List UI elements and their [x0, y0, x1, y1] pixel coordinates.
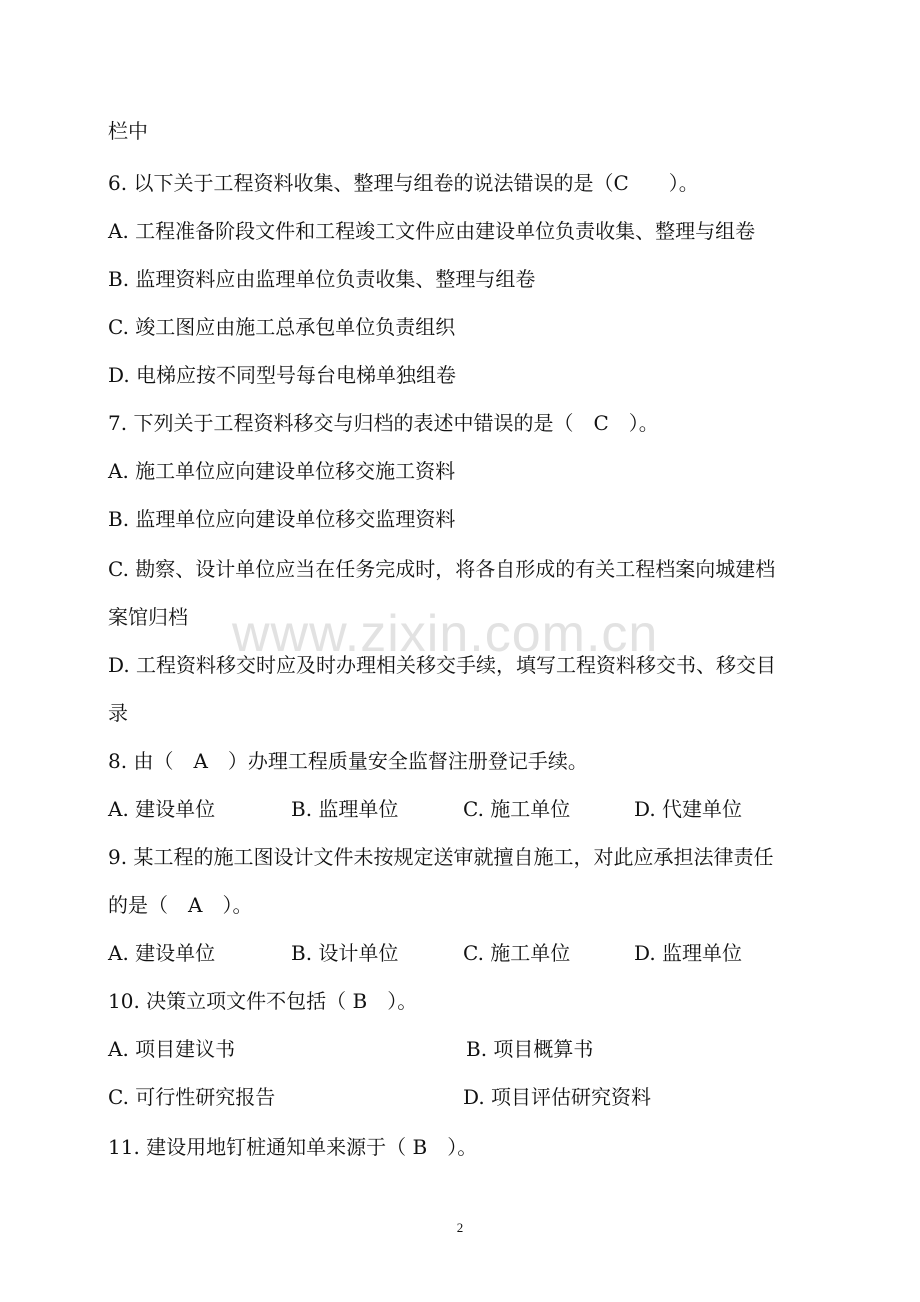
question-6-stem: 6. 以下关于工程资料收集、整理与组卷的说法错误的是（C ）。 [108, 171, 699, 195]
question-8-option-d: D. 代建单位 [634, 797, 743, 821]
question-10-stem: 10. 决策立项文件不包括（ B ）。 [108, 989, 418, 1013]
question-11-stem: 11. 建设用地钉桩通知单来源于（ B ）。 [108, 1135, 478, 1159]
question-8-stem: 8. 由（ A ）办理工程质量安全监督注册登记手续。 [108, 749, 588, 773]
question-6-option-c: C. 竣工图应由施工总承包单位负责组织 [108, 315, 456, 339]
question-7-option-c-continued: 案馆归档 [108, 605, 188, 629]
question-9-option-d: D. 监理单位 [634, 941, 743, 965]
question-7-option-b: B. 监理单位应向建设单位移交监理资料 [108, 507, 456, 531]
question-9-option-c: C. 施工单位 [463, 941, 571, 965]
question-10-option-b: B. 项目概算书 [466, 1037, 594, 1061]
question-7-option-a: A. 施工单位应向建设单位移交施工资料 [108, 459, 456, 483]
question-6-option-d: D. 电梯应按不同型号每台电梯单独组卷 [108, 363, 457, 387]
question-6-option-a: A. 工程准备阶段文件和工程竣工文件应由建设单位负责收集、整理与组卷 [108, 219, 756, 243]
question-10-option-c: C. 可行性研究报告 [108, 1085, 276, 1109]
question-10-option-a: A. 项目建议书 [108, 1037, 236, 1061]
question-6-option-b: B. 监理资料应由监理单位负责收集、整理与组卷 [108, 267, 536, 291]
question-7-option-c: C. 勘察、设计单位应当在任务完成时，将各自形成的有关工程档案向城建档 [108, 557, 776, 581]
question-7-stem: 7. 下列关于工程资料移交与归档的表述中错误的是（ C ）。 [108, 411, 659, 435]
question-7-option-d: D. 工程资料移交时应及时办理相关移交手续，填写工程资料移交书、移交目 [108, 653, 777, 677]
question-9-option-a: A. 建设单位 [108, 941, 216, 965]
question-8-option-b: B. 监理单位 [291, 797, 399, 821]
question-9-stem: 9. 某工程的施工图设计文件未按规定送审就擅自施工，对此应承担法律责任 [108, 845, 774, 869]
page-number: 2 [456, 1220, 464, 1235]
question-7-option-d-continued: 录 [108, 701, 128, 725]
question-9-option-b: B. 设计单位 [291, 941, 399, 965]
text-line: 栏中 [108, 119, 148, 143]
question-9-stem-continued: 的是（ A ）。 [108, 893, 253, 917]
question-10-option-d: D. 项目评估研究资料 [463, 1085, 652, 1109]
question-8-option-c: C. 施工单位 [463, 797, 571, 821]
watermark: www.zixin.com.cn [232, 605, 659, 663]
question-8-option-a: A. 建设单位 [108, 797, 216, 821]
